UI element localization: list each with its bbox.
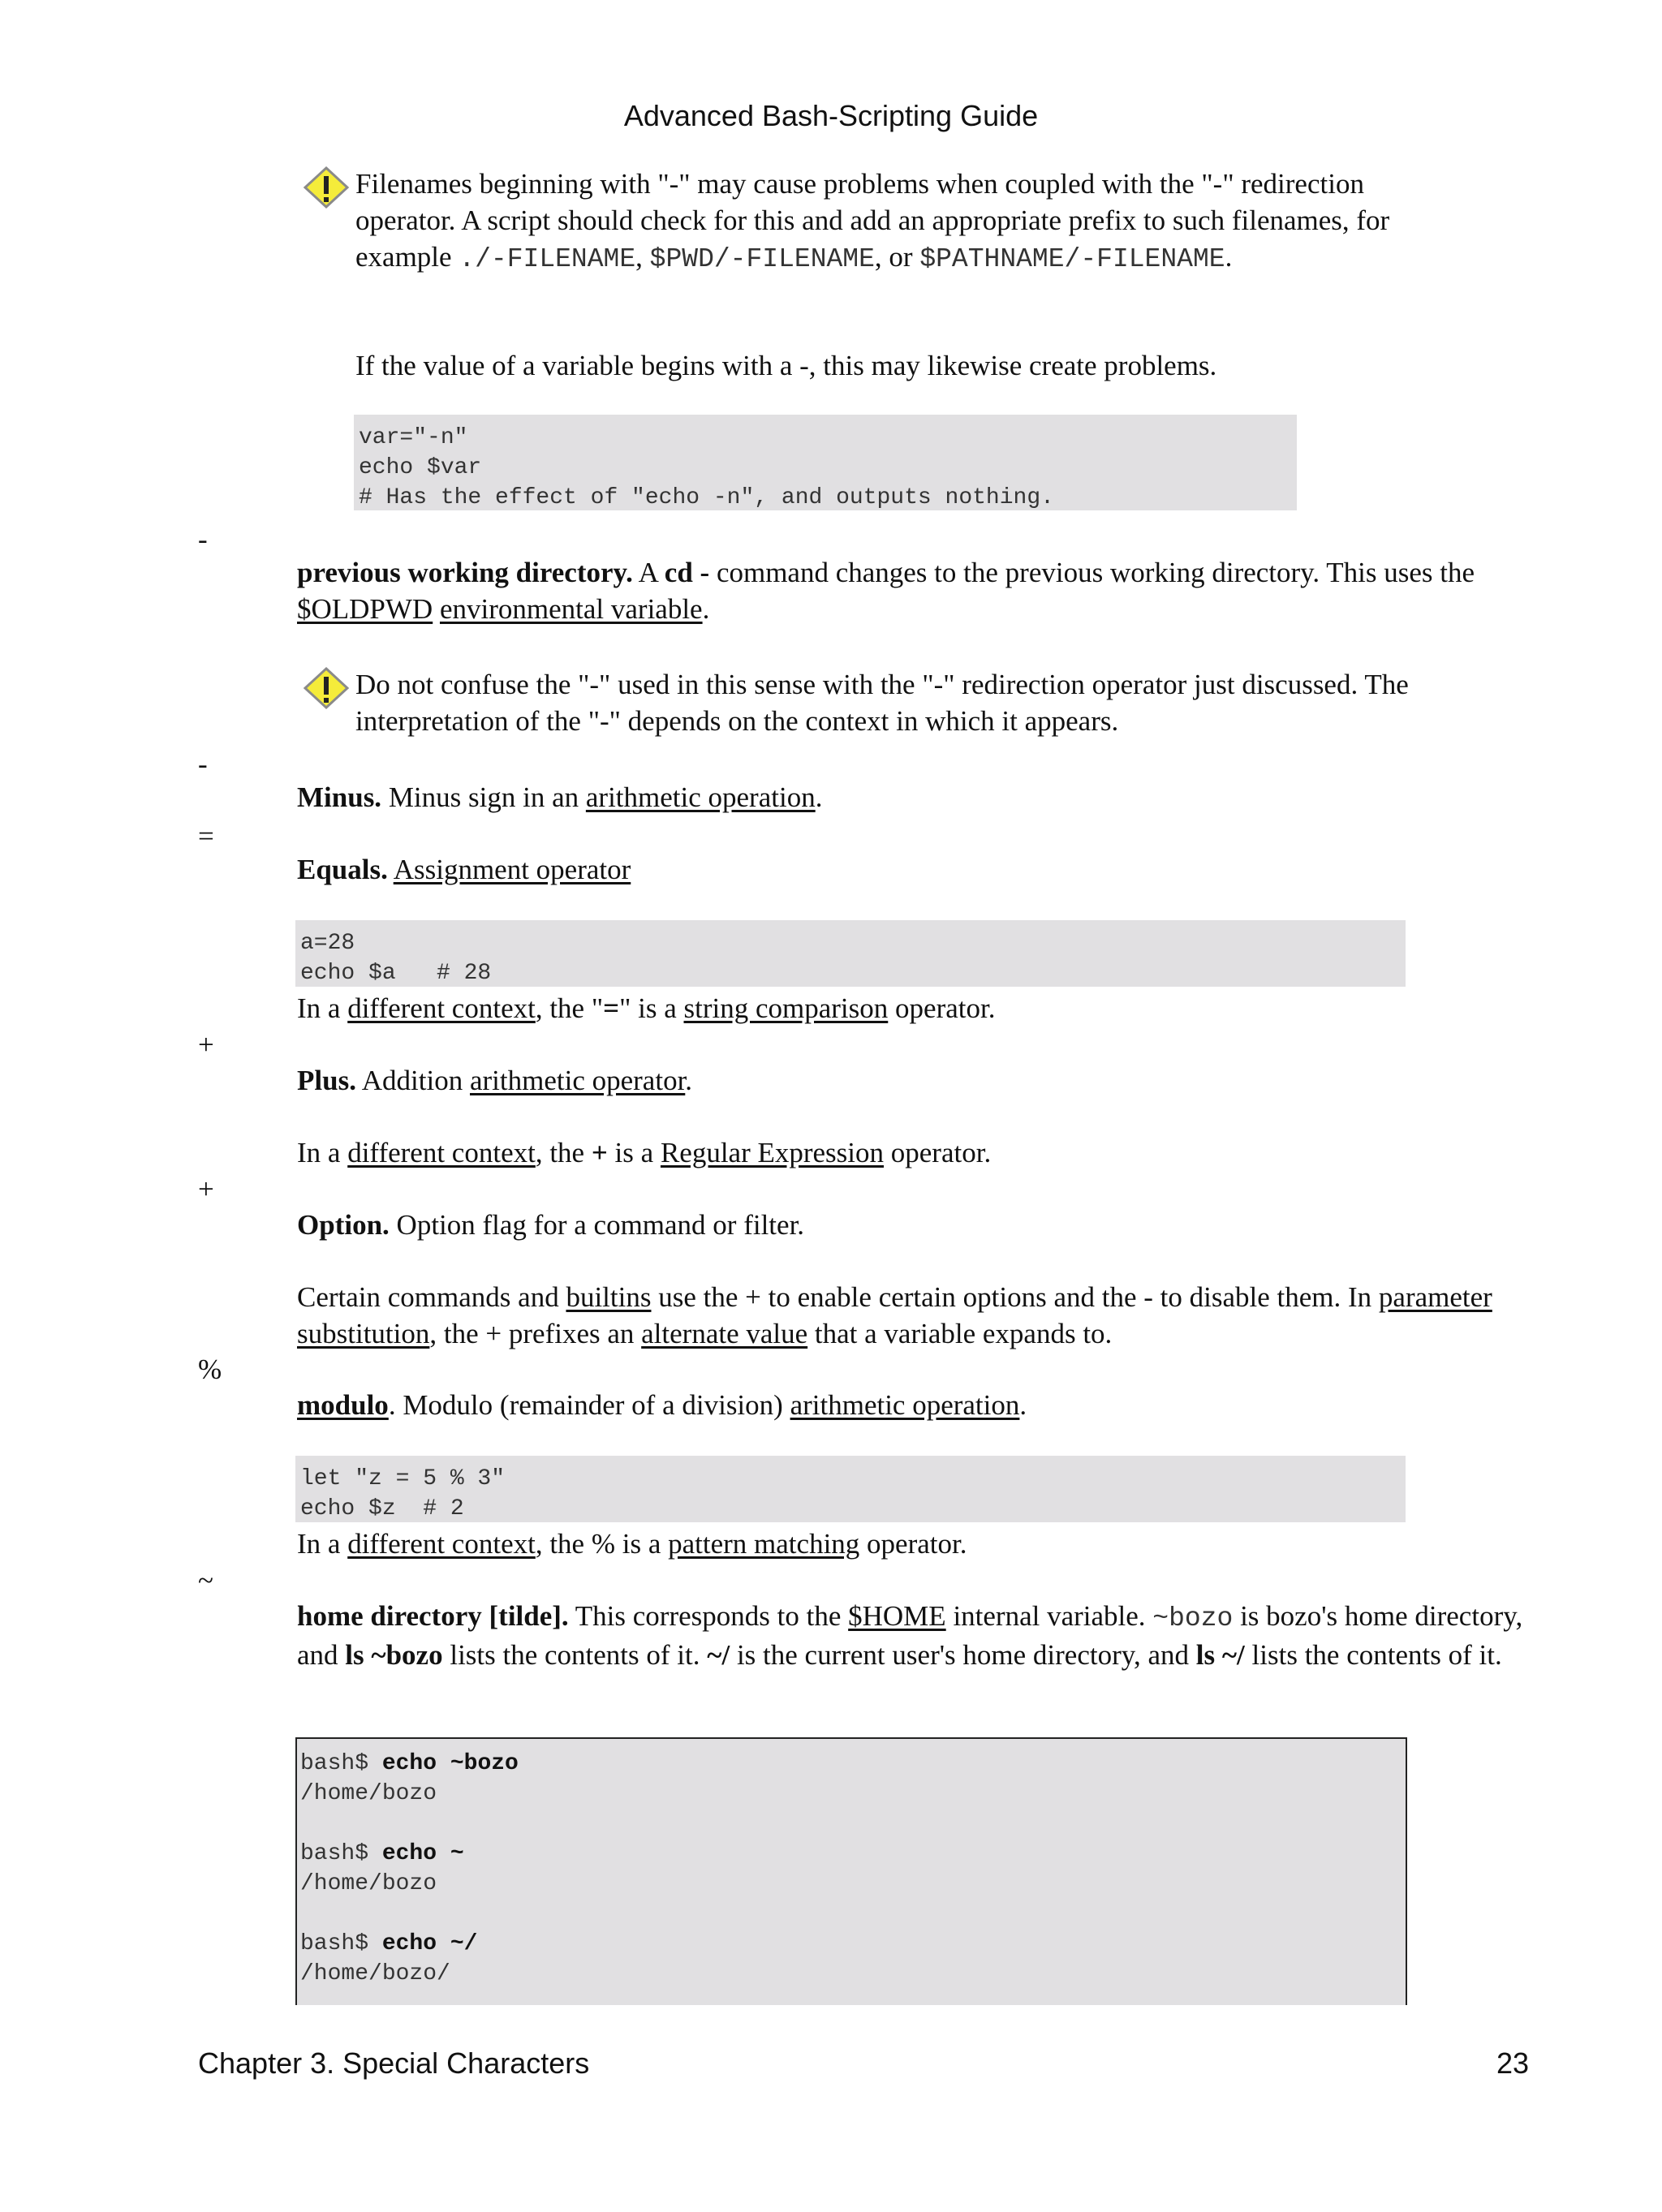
link-different-context[interactable]: different context xyxy=(347,1137,536,1168)
code-block-modulo: let "z = 5 % 3" echo $z # 2 xyxy=(295,1456,1406,1522)
term-option: + xyxy=(198,1173,214,1205)
link-regular-expression[interactable]: Regular Expression xyxy=(660,1137,885,1168)
footer-chapter: Chapter 3. Special Characters xyxy=(198,2046,590,2080)
link-home[interactable]: $HOME xyxy=(848,1600,946,1632)
link-parameter-substitution[interactable]: parameter substitution xyxy=(297,1281,1492,1349)
note-variable-dash: If the value of a variable begins with a -, this may likewise create problems. xyxy=(355,350,1217,381)
link-pattern-matching[interactable]: pattern matching xyxy=(668,1528,860,1560)
entry-home-directory: home directory [tilde]. This corresponds to the $HOME internal variable. ~bozo is bozo's home directory, and ls ~bozo lists the contents of it. ~/ is the current user's home directory, and ls ~/ lists the contents of it. xyxy=(297,1600,1523,1671)
entry-option-details: Certain commands and builtins use the + to enable certain options and the - to disable them. In parameter substitution, the + prefixes an alternate value that a variable expands to. xyxy=(297,1281,1492,1349)
running-header: Advanced Bash-Scripting Guide xyxy=(623,99,1039,132)
term-minus: - xyxy=(198,748,208,780)
link-oldpwd[interactable]: $OLDPWD xyxy=(297,593,433,625)
term-equals: = xyxy=(198,820,214,852)
terminal-block-tilde: bash$ echo ~bozo /home/bozo bash$ echo ~ /home/bozo bash$ echo ~/ /home/bozo/ xyxy=(295,1737,1407,2005)
entry-option: Option. Option flag for a command or filter. xyxy=(297,1209,805,1241)
entry-modulo: modulo. Modulo (remainder of a division) arithmetic operation. xyxy=(297,1389,1027,1421)
code-block-var-n: var="-n" echo $var # Has the effect of "echo -n", and outputs nothing. xyxy=(354,415,1297,510)
term-modulo: % xyxy=(198,1353,222,1385)
entry-modulo-context: In a different context, the % is a pattern matching operator. xyxy=(297,1528,967,1560)
entry-plus: Plus. Addition arithmetic operator. xyxy=(297,1065,693,1096)
link-builtins[interactable]: builtins xyxy=(566,1281,652,1313)
entry-plus-context: In a different context, the + is a Regular Expression operator. xyxy=(297,1137,992,1168)
link-arithmetic-operation[interactable]: arithmetic operation xyxy=(585,781,816,813)
entry-previous-working-directory: previous working directory. A cd - command changes to the previous working directory. This uses the $OLDPWD environmental variable. xyxy=(297,557,1475,625)
link-different-context[interactable]: different context xyxy=(347,992,536,1024)
entry-equals-context: In a different context, the "=" is a string comparison operator. xyxy=(297,992,996,1024)
page-number: 23 xyxy=(1496,2046,1529,2080)
link-string-comparison[interactable]: string comparison xyxy=(683,992,889,1024)
link-alternate-value[interactable]: alternate value xyxy=(641,1318,808,1349)
link-assignment-operator[interactable]: Assignment operator xyxy=(393,854,631,885)
term-dash-pwd: - xyxy=(198,523,208,555)
link-arithmetic-operator[interactable]: arithmetic operator xyxy=(469,1065,686,1096)
term-plus: + xyxy=(198,1029,214,1061)
link-arithmetic-operation[interactable]: arithmetic operation xyxy=(790,1389,1020,1421)
warning-icon xyxy=(302,665,351,711)
entry-minus: Minus. Minus sign in an arithmetic operation. xyxy=(297,781,823,813)
link-environmental-variable[interactable]: environmental variable xyxy=(439,593,703,625)
note-dash-context: Do not confuse the "-" used in this sense with the "-" redirection operator just discussed. The interpretation of the "-" depends on the context in which it appears. xyxy=(355,669,1409,737)
link-different-context[interactable]: different context xyxy=(347,1528,536,1560)
link-modulo[interactable]: modulo xyxy=(297,1389,389,1421)
code-block-assignment: a=28 echo $a # 28 xyxy=(295,920,1406,987)
entry-equals: Equals. Assignment operator xyxy=(297,854,631,885)
warning-icon xyxy=(302,165,351,210)
term-tilde: ~ xyxy=(198,1564,213,1596)
note-filenames: Filenames beginning with "-" may cause problems when coupled with the "-" redirection operator. A script should check for this and add an appropriate prefix to such filenames, for example ./-FILENAME, $PWD/-FILENAME, or $PATHNAME/-FILENAME. xyxy=(355,168,1390,274)
